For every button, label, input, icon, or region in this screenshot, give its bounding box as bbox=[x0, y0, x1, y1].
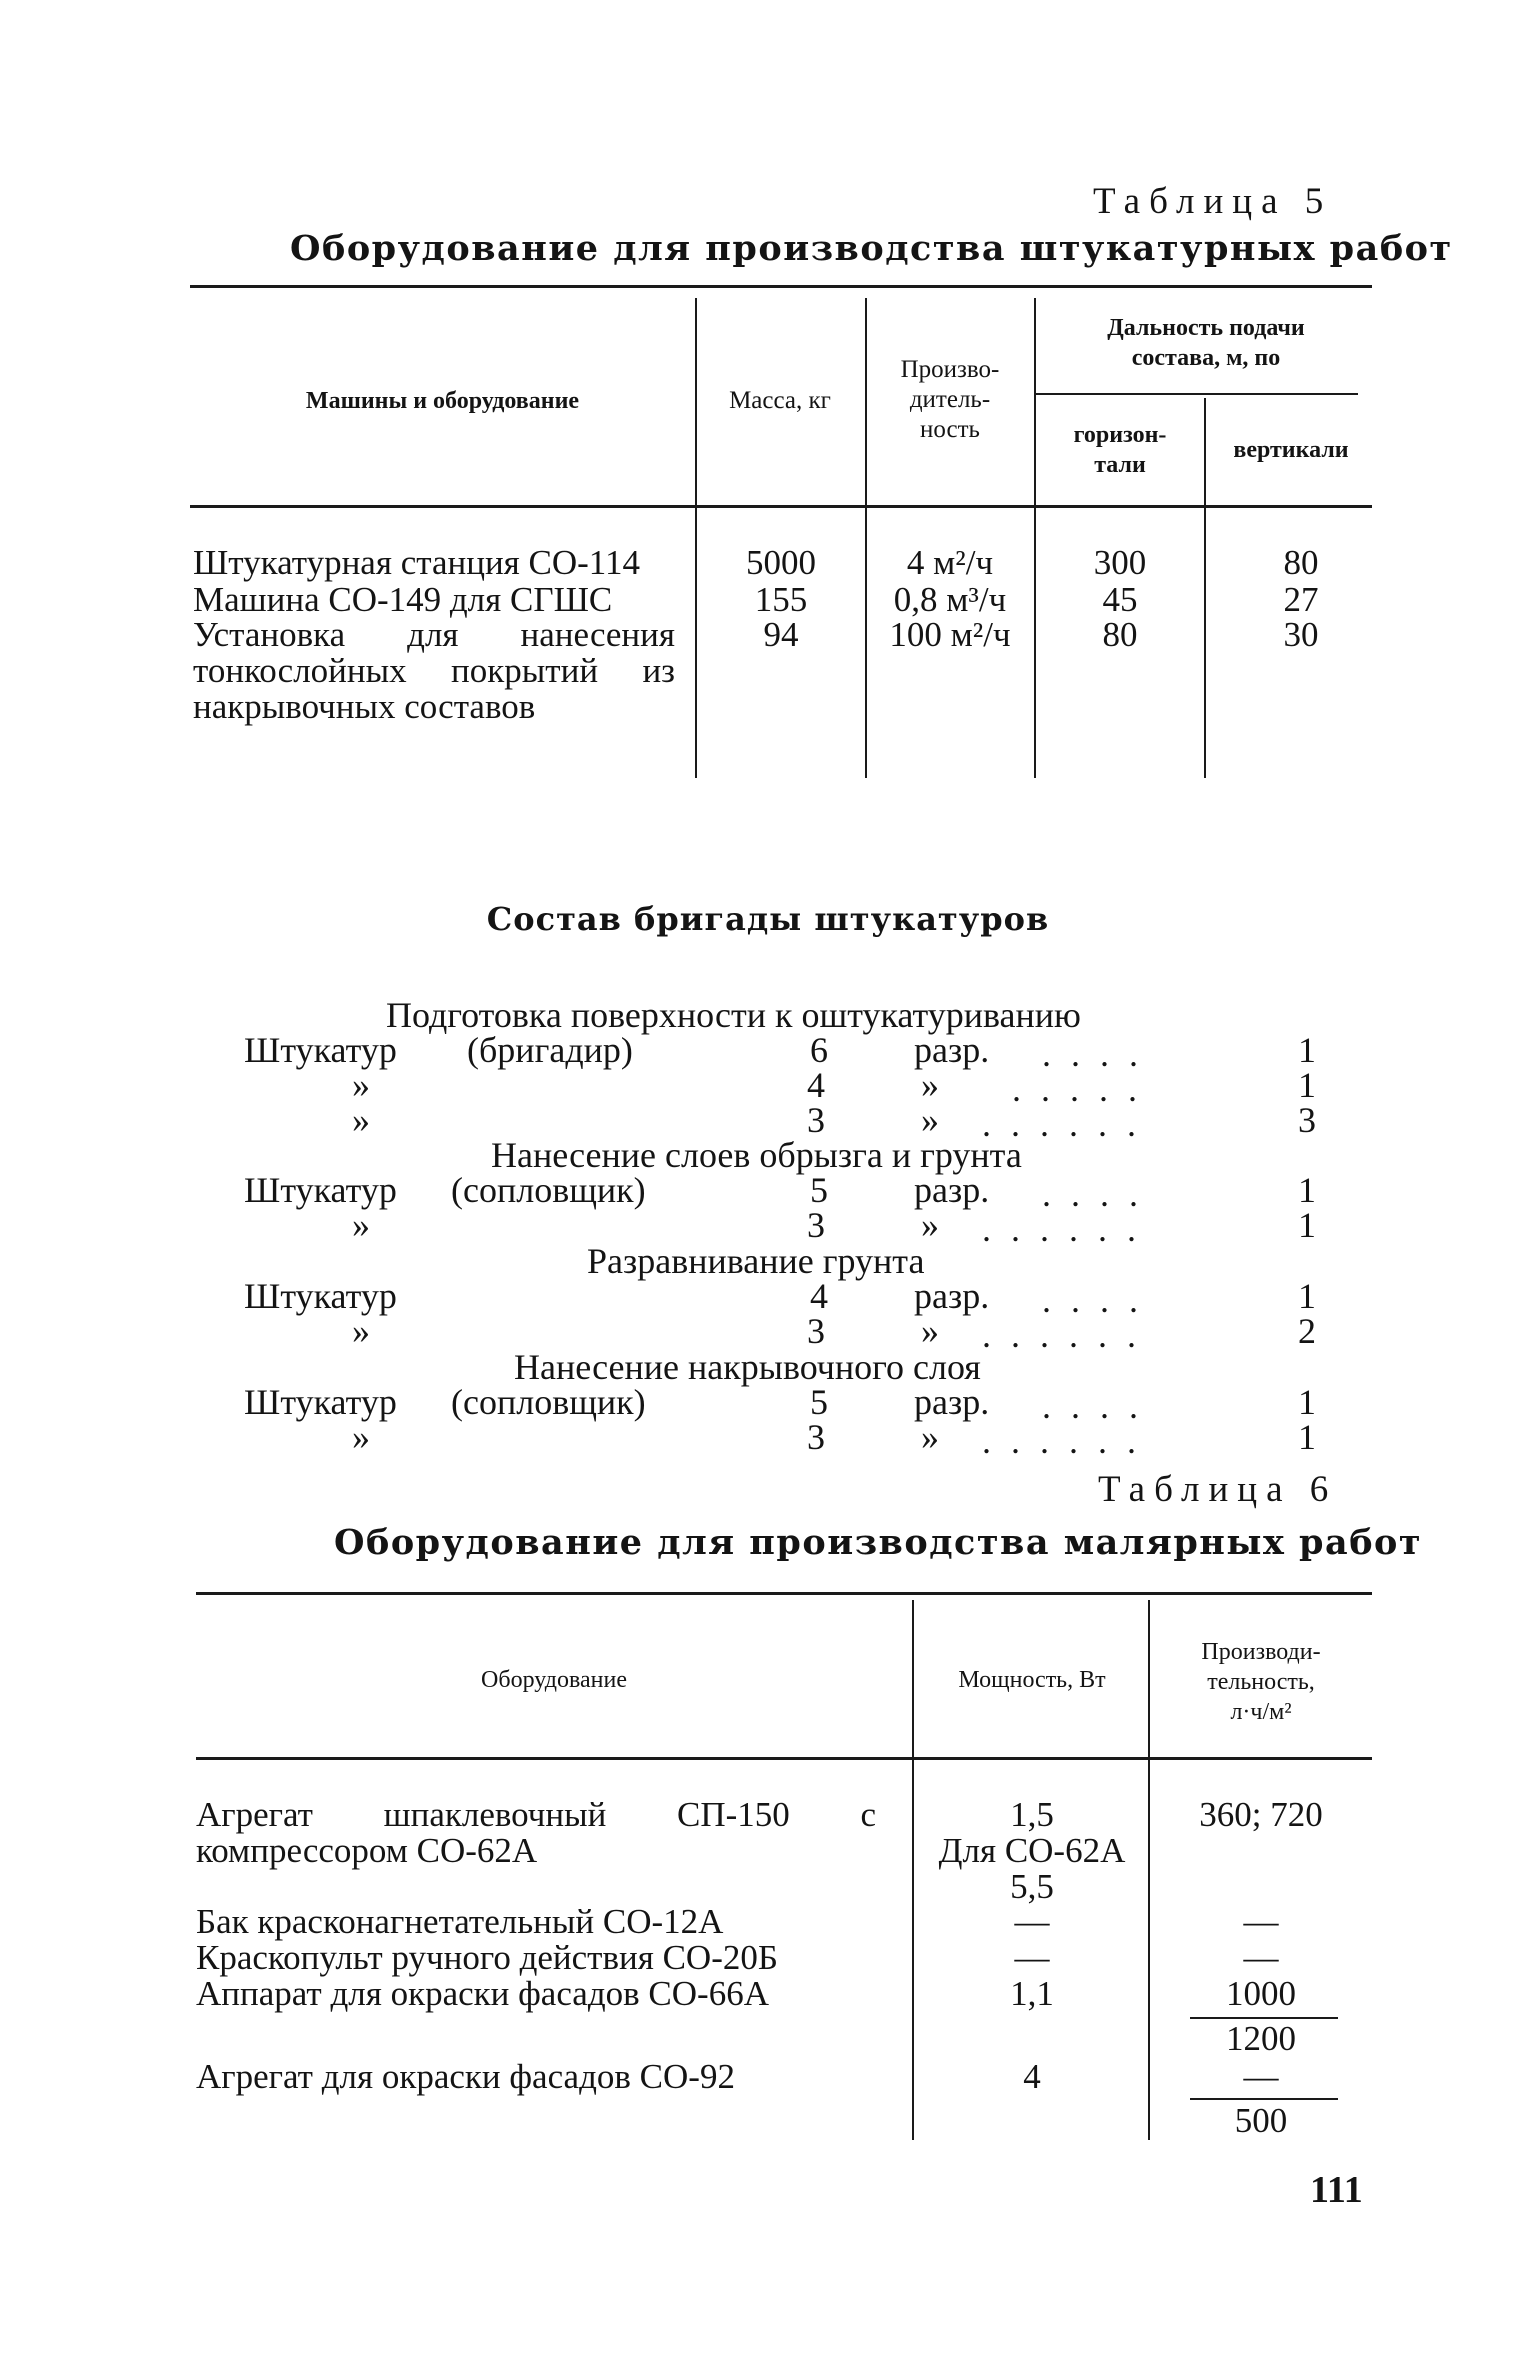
table6-row3-productivity: — bbox=[1243, 1938, 1279, 1977]
crew-s2-r1-role: Штукатур bbox=[244, 1170, 397, 1210]
crew-section2-heading: Нанесение слоев обрызга и грунта bbox=[491, 1135, 1022, 1175]
table6-row3-name: Краскопульт ручного действия СО-20Б bbox=[196, 1938, 778, 1977]
table5-row3-name bbox=[193, 617, 675, 725]
crew-s3-r2-role: » bbox=[352, 1311, 370, 1351]
table6-row4-productivity-denominator: 1200 bbox=[1226, 2019, 1296, 2058]
crew-s1-r1-grade: 6 bbox=[810, 1030, 828, 1070]
table6-row4-productivity-numerator: 1000 bbox=[1226, 1974, 1296, 2013]
crew-s3-r2-unit: » bbox=[921, 1311, 939, 1351]
table5-vline-3 bbox=[1034, 298, 1036, 778]
crew-s4-r1-dots: .... bbox=[1042, 1386, 1158, 1426]
table5-row1-vertical: 80 bbox=[1283, 543, 1319, 582]
crew-s1-r3-grade: 3 bbox=[807, 1100, 825, 1140]
table6-row1-name bbox=[196, 1797, 876, 1869]
crew-s3-r2-grade: 3 bbox=[807, 1311, 825, 1351]
table6-row1-productivity: 360; 720 bbox=[1199, 1795, 1323, 1834]
table6-header-equipment: Оборудование bbox=[481, 1667, 627, 1693]
table5-row1-mass: 5000 bbox=[746, 543, 816, 582]
table6-row5-productivity-numerator: — bbox=[1243, 2057, 1279, 2096]
table5-row3-mass: 94 bbox=[763, 615, 799, 654]
table5-row3-name-line3: накрывочных составов bbox=[193, 687, 536, 726]
crew-s3-r1-dots: .... bbox=[1042, 1280, 1158, 1320]
crew-s4-r1-unit: разр. bbox=[914, 1382, 990, 1422]
crew-s2-r1-unit: разр. bbox=[914, 1170, 990, 1210]
table5-header-machines: Машины и оборудование bbox=[305, 388, 580, 414]
table6-row2-power: — bbox=[1014, 1902, 1050, 1941]
crew-s1-r1-count: 1 bbox=[1298, 1030, 1316, 1070]
crew-s4-r2-dots: ...... bbox=[982, 1421, 1156, 1461]
crew-s1-r3-unit: » bbox=[921, 1100, 939, 1140]
crew-s3-r1-unit: разр. bbox=[914, 1276, 990, 1316]
table6-title: Оборудование для производства малярных работ bbox=[334, 1522, 1423, 1563]
crew-s2-r2-dots: ...... bbox=[982, 1209, 1156, 1249]
table6-row5-power: 4 bbox=[1023, 2057, 1041, 2096]
crew-s3-r2-count: 2 bbox=[1298, 1311, 1316, 1351]
crew-s1-r3-count: 3 bbox=[1298, 1100, 1316, 1140]
crew-s1-r2-role: » bbox=[352, 1065, 370, 1105]
crew-s1-r1-dots: .... bbox=[1042, 1034, 1158, 1074]
crew-s3-r1-grade: 4 bbox=[810, 1276, 828, 1316]
table5-header-vertical: вертикали bbox=[1233, 437, 1349, 463]
table6-row2-name: Бак красконагнетательный СО-12А bbox=[196, 1902, 724, 1941]
crew-s3-r1-role: Штукатур bbox=[244, 1276, 397, 1316]
crew-s3-r1-count: 1 bbox=[1298, 1276, 1316, 1316]
crew-s2-r2-role: » bbox=[352, 1205, 370, 1245]
crew-s4-r2-count: 1 bbox=[1298, 1417, 1316, 1457]
crew-s1-r2-count: 1 bbox=[1298, 1065, 1316, 1105]
table5-row3-name-line1: Установка для нанесения bbox=[193, 615, 675, 654]
table5-top-rule bbox=[190, 285, 1372, 288]
table5-row1-productivity: 4 м²/ч bbox=[906, 543, 994, 582]
table5-row2-name: Машина СО-149 для СГШС bbox=[193, 580, 613, 619]
crew-s1-r2-dots: ..... bbox=[1012, 1069, 1157, 1109]
table5-header-rule bbox=[190, 505, 1372, 508]
table5-row3-productivity: 100 м²/ч bbox=[889, 615, 1011, 654]
table5-header-distance: Дальность подачи состава, м, по bbox=[1107, 315, 1305, 371]
crew-s1-r1-role: Штукатур bbox=[244, 1030, 397, 1070]
table5-row3-vertical: 30 bbox=[1283, 615, 1319, 654]
crew-s2-r1-dots: .... bbox=[1042, 1174, 1158, 1214]
crew-s1-r3-role: » bbox=[352, 1100, 370, 1140]
page-number: 111 bbox=[1310, 2169, 1363, 2211]
crew-s4-r2-role: » bbox=[352, 1417, 370, 1457]
table6-header-productivity: Производи- тельность, л·ч/м² bbox=[1201, 1639, 1321, 1725]
table5-distance-rule bbox=[1036, 393, 1358, 395]
crew-s2-r1-grade: 5 bbox=[810, 1170, 828, 1210]
table6-row4-power: 1,1 bbox=[1010, 1974, 1054, 2013]
crew-s4-r1-role: Штукатур bbox=[244, 1382, 397, 1422]
table6-row5-name: Агрегат для окраски фасадов СО-92 bbox=[196, 2057, 735, 2096]
table5-title: Оборудование для производства штукатурных работ bbox=[290, 228, 1453, 269]
crew-s2-r1-count: 1 bbox=[1298, 1170, 1316, 1210]
table5-row3-name-line2: тонкослойных покрытий из bbox=[193, 651, 675, 690]
table6-label: Таблица 6 bbox=[1098, 1469, 1338, 1510]
crew-s4-r1-grade: 5 bbox=[810, 1382, 828, 1422]
crew-s3-r2-dots: ...... bbox=[982, 1315, 1156, 1355]
table5-row1-horizontal: 300 bbox=[1093, 543, 1147, 582]
table5-row2-productivity: 0,8 м³/ч bbox=[893, 580, 1007, 619]
crew-s1-r1-unit: разр. bbox=[914, 1030, 990, 1070]
table6-row1-power-1: 1,5 bbox=[1010, 1795, 1054, 1834]
table6-top-rule bbox=[196, 1592, 1372, 1595]
table6-row3-power: — bbox=[1014, 1938, 1050, 1977]
crew-s1-r1-note: (бригадир) bbox=[467, 1030, 633, 1070]
table6-row1-power-2: Для СО-62А bbox=[938, 1831, 1126, 1870]
table5-label: Таблица 5 bbox=[1093, 181, 1333, 222]
crew-s1-r3-dots: ...... bbox=[982, 1104, 1156, 1144]
table5-row2-mass: 155 bbox=[754, 580, 808, 619]
table5-row2-vertical: 27 bbox=[1283, 580, 1319, 619]
table6-header-power: Мощность, Вт bbox=[958, 1667, 1106, 1693]
table6-row2-productivity: — bbox=[1243, 1902, 1279, 1941]
crew-s4-r2-grade: 3 bbox=[807, 1417, 825, 1457]
table5-header-horizontal: горизон- тали bbox=[1073, 422, 1167, 478]
table6-row4-name: Аппарат для окраски фасадов СО-66А bbox=[196, 1974, 769, 2013]
crew-s1-r2-grade: 4 bbox=[807, 1065, 825, 1105]
table5-header-productivity: Произво- дитель- ность bbox=[900, 356, 1000, 443]
table5-header-mass: Масса, кг bbox=[729, 387, 831, 414]
table6-row5-productivity-denominator: 500 bbox=[1234, 2101, 1288, 2140]
table5-row3-horizontal: 80 bbox=[1102, 615, 1138, 654]
crew-s4-r2-unit: » bbox=[921, 1417, 939, 1457]
crew-s4-r1-count: 1 bbox=[1298, 1382, 1316, 1422]
crew-s2-r2-grade: 3 bbox=[807, 1205, 825, 1245]
table5-row1-name: Штукатурная станция СО-114 bbox=[193, 543, 641, 582]
table5-vline-1 bbox=[695, 298, 697, 778]
crew-section4-heading: Нанесение накрывочного слоя bbox=[514, 1347, 981, 1387]
table5-row2-horizontal: 45 bbox=[1102, 580, 1138, 619]
table6-row1-power-3: 5,5 bbox=[1010, 1867, 1054, 1906]
crew-s2-r2-unit: » bbox=[921, 1205, 939, 1245]
crew-s1-r2-unit: » bbox=[921, 1065, 939, 1105]
crew-section1-heading: Подготовка поверхности к оштукатуриванию bbox=[386, 995, 1081, 1035]
table6-row1-name-line: Агрегат шпаклевочный СП-150 с компрессором СО-62А bbox=[196, 1795, 876, 1870]
table6-row5-fraction-bar bbox=[1190, 2098, 1338, 2100]
crew-section3-heading: Разравнивание грунта bbox=[587, 1241, 925, 1281]
crew-s4-r1-note: (сопловщик) bbox=[451, 1382, 646, 1422]
table6-header-rule bbox=[196, 1757, 1372, 1760]
table5-vline-2 bbox=[865, 298, 867, 778]
crew-s2-r2-count: 1 bbox=[1298, 1205, 1316, 1245]
crew-title: Состав бригады штукатуров bbox=[486, 900, 1050, 938]
crew-s2-r1-note: (сопловщик) bbox=[451, 1170, 646, 1210]
